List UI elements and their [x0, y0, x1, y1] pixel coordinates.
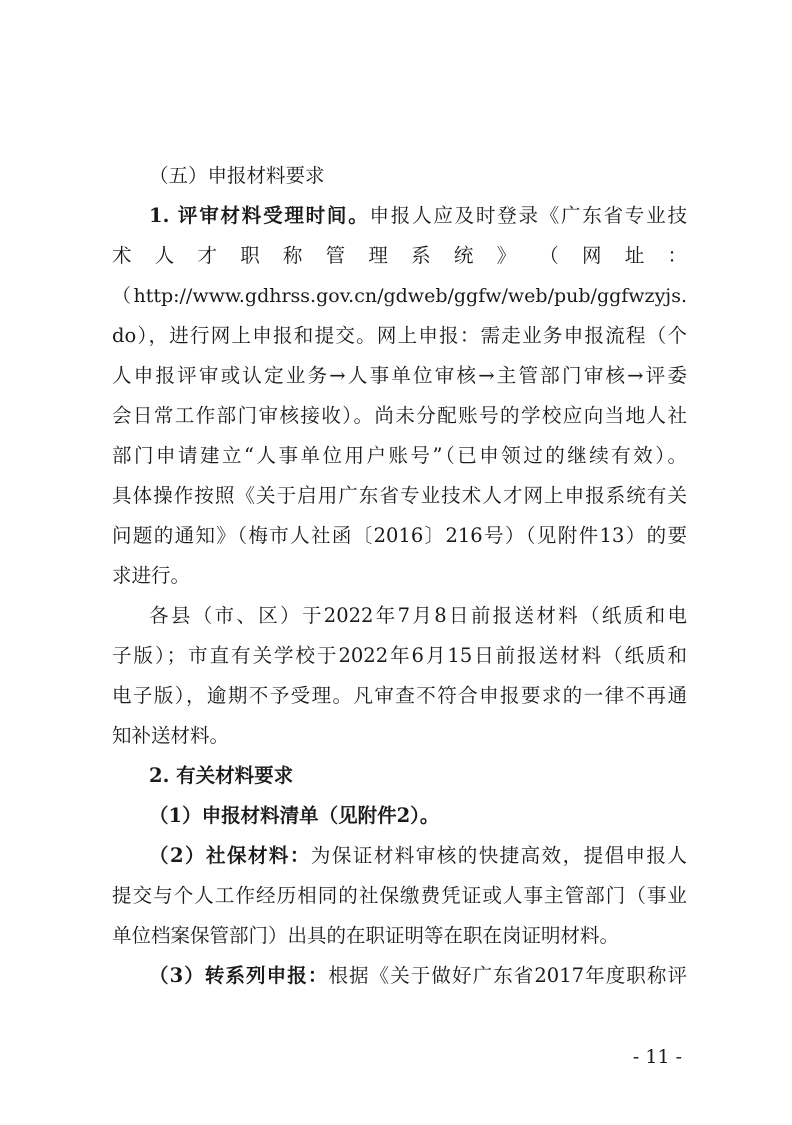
item1-line5: 人申报评审或认定业务→人事单位审核→主管部门审核→评委 [112, 364, 687, 387]
item1-line6: 会日常工作部门审核接收）。尚未分配账号的学校应向当地人社 [112, 404, 687, 427]
section-heading: （五）申报材料要求 [149, 164, 325, 187]
item1-line3-url: （http://www.gdhrss.gov.cn/gdweb/ggfw/web/pub/ggfwzyjs. [112, 285, 687, 307]
item1-line1 [149, 196, 687, 236]
page-number: - 11 - [632, 1046, 682, 1068]
item2-sub1: （1）申报材料清单（见附件2）。 [149, 804, 440, 827]
deadline-line2: 子版）；市直有关学校于2022年6月15日前报送材料（纸质和 [112, 644, 687, 667]
deadline-line1: 各县（市、区）于2022年7月8日前报送材料（纸质和电 [149, 604, 687, 627]
item1-line10: 求进行。 [112, 564, 191, 587]
item2-sub3-line1 [149, 956, 687, 996]
deadline-line4: 知补送材料。 [112, 724, 230, 747]
item2-sub2-line2: 提交与个人工作经历相同的社保缴费凭证或人事主管部门（事业 [112, 884, 687, 907]
item1-line8: 具体操作按照《关于启用广东省专业技术人才网上申报系统有关 [112, 484, 687, 507]
item1-title: 1. 评审材料受理时间。 [149, 204, 370, 227]
item1-line1-text: 申报人应及时登录《广东省专业技 [369, 204, 687, 227]
item2-sub3-text: 根据《关于做好广东省2017年度职称评 [328, 964, 687, 987]
item2-sub3-title: （3）转系列申报： [149, 964, 329, 987]
item2-sub2-line1 [149, 836, 687, 876]
item2-sub2-title: （2）社保材料： [149, 844, 311, 867]
item1-line4: do），进行网上申报和提交。网上申报：需走业务申报流程（个 [112, 324, 687, 347]
deadline-line3: 电子版），逾期不予受理。凡审查不符合申报要求的一律不再通 [112, 684, 687, 707]
item1-line9: 问题的通知》（梅市人社函〔2016〕216号）（见附件13）的要 [112, 524, 687, 547]
item2-sub2-text: 为保证材料审核的快捷高效，提倡申报人 [310, 844, 687, 867]
item2-title: 2. 有关材料要求 [149, 764, 294, 787]
item1-line7: 部门申请建立“人事单位用户账号”（已申领过的继续有效）。 [112, 444, 687, 467]
item2-sub2-line3: 单位档案保管部门）出具的在职证明等在职在岗证明材料。 [112, 924, 620, 947]
item1-line2: 术 人 才 职 称 管 理 系 统 》 （ 网 址 ： [112, 244, 687, 267]
